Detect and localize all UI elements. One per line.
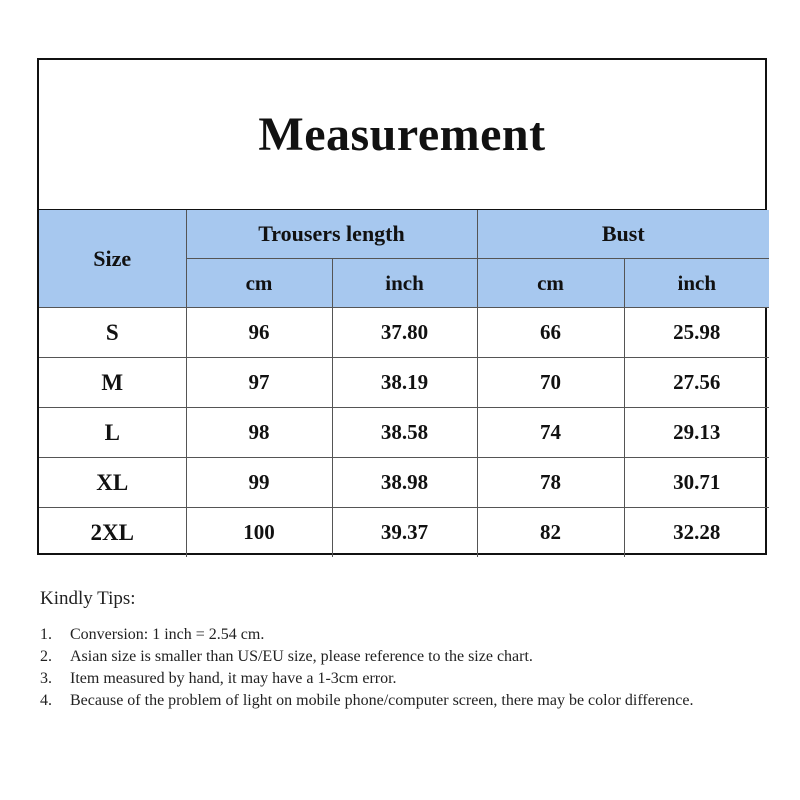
bust-cm-cell: 66 [477, 308, 624, 358]
size-table [39, 210, 769, 557]
bust-inch-cell: 32.28 [624, 508, 769, 558]
trouser-cm-cell: 99 [186, 458, 332, 508]
bust-cm-cell: 82 [477, 508, 624, 558]
tips-list [40, 624, 770, 711]
bust-header: Bust [477, 210, 769, 259]
tip-number: 2. [40, 648, 52, 665]
table-row [39, 458, 769, 508]
trouser-inch-cell: 37.80 [332, 308, 477, 358]
kindly-tips [40, 588, 770, 712]
size-cell: 2XL [39, 508, 186, 558]
size-cell: XL [39, 458, 186, 508]
tip-number: 3. [40, 670, 52, 687]
trouser-cm-cell: 96 [186, 308, 332, 358]
trouser-cm-cell: 97 [186, 358, 332, 408]
tips-heading: Kindly Tips: [40, 588, 136, 609]
trouser-inch-cell: 39.37 [332, 508, 477, 558]
trouser-inch-cell: 38.19 [332, 358, 477, 408]
trouser-inch-cell: 38.58 [332, 408, 477, 458]
unit-header: inch [624, 259, 769, 308]
tip-number: 4. [40, 692, 52, 709]
tip-text: Because of the problem of light on mobile phone/computer screen, there may be color difference. [70, 692, 694, 709]
unit-header: inch [332, 259, 477, 308]
table-row [39, 308, 769, 358]
size-header: Size [39, 210, 186, 308]
bust-cm-cell: 78 [477, 458, 624, 508]
trouser-cm-cell: 100 [186, 508, 332, 558]
list-item [40, 668, 770, 689]
bust-inch-cell: 30.71 [624, 458, 769, 508]
bust-inch-cell: 27.56 [624, 358, 769, 408]
chart-title: Measurement [258, 108, 546, 161]
trousers-length-header: Trousers length [186, 210, 477, 259]
bust-cm-cell: 70 [477, 358, 624, 408]
table-row [39, 508, 769, 558]
bust-inch-cell: 25.98 [624, 308, 769, 358]
tip-text: Asian size is smaller than US/EU size, please reference to the size chart. [70, 648, 533, 665]
unit-header: cm [186, 259, 332, 308]
size-cell: S [39, 308, 186, 358]
title-box [39, 60, 765, 210]
list-item [40, 624, 770, 645]
list-item [40, 646, 770, 667]
measurement-chart [37, 58, 767, 555]
table-row [39, 408, 769, 458]
list-item [40, 690, 770, 711]
bust-inch-cell: 29.13 [624, 408, 769, 458]
trouser-cm-cell: 98 [186, 408, 332, 458]
table-row [39, 358, 769, 408]
tip-number: 1. [40, 626, 52, 643]
tip-text: Item measured by hand, it may have a 1-3cm error. [70, 670, 397, 687]
tip-text: Conversion: 1 inch = 2.54 cm. [70, 626, 265, 643]
size-cell: L [39, 408, 186, 458]
size-cell: M [39, 358, 186, 408]
unit-header: cm [477, 259, 624, 308]
trouser-inch-cell: 38.98 [332, 458, 477, 508]
header-row-groups [39, 210, 769, 259]
bust-cm-cell: 74 [477, 408, 624, 458]
